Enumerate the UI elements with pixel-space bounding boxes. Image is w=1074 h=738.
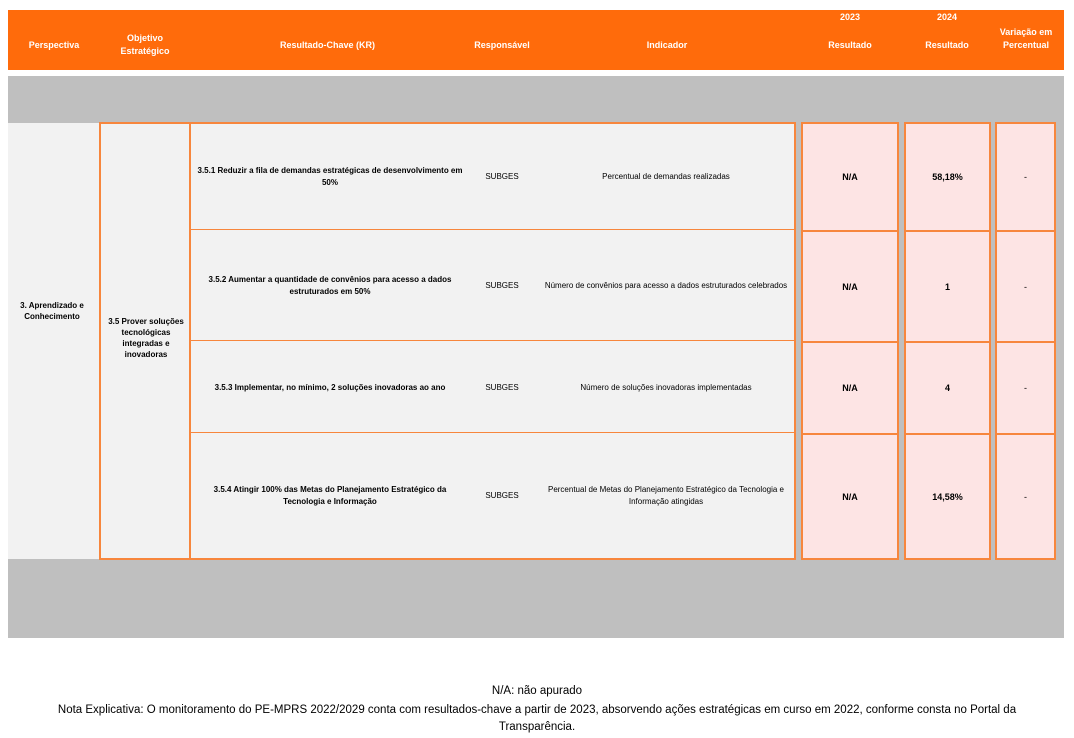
header-resultado-2023: Resultado	[828, 40, 872, 50]
result-2024-cell: 4	[906, 343, 989, 435]
indicador-text: Número de soluções inovadoras implementadas	[580, 383, 752, 392]
responsavel-text: SUBGES	[485, 383, 519, 392]
result-2024-cell: 1	[906, 232, 989, 343]
variacao-cell: -	[1024, 491, 1027, 502]
result-2023-cell: N/A	[803, 232, 897, 343]
indicador-text: Percentual de Metas do Planejamento Estratégico da Tecnologia e Informação atingidas	[547, 485, 784, 506]
row-divider	[191, 340, 794, 341]
result-2024-cell: 58,18%	[906, 124, 989, 232]
kr-text: 3.5.2 Aumentar a quantidade de convênios para acesso a dados estruturados em 50%	[208, 275, 452, 296]
responsavel-text: SUBGES	[485, 491, 519, 500]
result-2023-cell: N/A	[803, 343, 897, 435]
variacao-column	[995, 122, 1056, 560]
variacao-cell: -	[997, 343, 1054, 435]
perspective-label: 3. Aprendizado e Conhecimento	[20, 301, 84, 321]
responsavel-text: SUBGES	[485, 172, 519, 181]
kr-text: 3.5.3 Implementar, no mínimo, 2 soluções inovadoras ao ano	[214, 383, 446, 392]
result-2023-column	[801, 122, 899, 560]
objective-label: 3.5 Prover soluções tecnológicas integradas e inovadoras	[108, 317, 184, 359]
header-perspectiva: Perspectiva	[28, 40, 80, 50]
kr-text: 3.5.1 Reduzir a fila de demandas estratégicas de desenvolvimento em 50%	[197, 166, 463, 187]
row-divider	[191, 432, 794, 433]
explanatory-note: Nota Explicativa: O monitoramento do PE-MPRS 2022/2029 conta com resultados-chave a partir de 2023, absorvendo ações estratégicas em curso em 2022, conforme consta no Portal da Transparência.	[57, 704, 1017, 733]
result-2024-column	[904, 122, 991, 560]
header-responsavel: Responsável	[474, 40, 530, 50]
header-year-2023: 2023	[839, 12, 861, 22]
header-indicador: Indicador	[646, 40, 688, 50]
row-divider	[191, 229, 794, 230]
indicador-text: Percentual de demandas realizadas	[602, 172, 730, 181]
indicador-text: Número de convênios para acesso a dados estruturados celebrados	[544, 281, 788, 290]
result-2023-cell: N/A	[803, 124, 897, 232]
header-year-2024: 2024	[936, 12, 958, 22]
result-2024-cell: 14,58%	[932, 491, 963, 502]
header-kr: Resultado-Chave (KR)	[279, 40, 375, 50]
kr-text: 3.5.4 Atingir 100% das Metas do Planejamento Estratégico da Tecnologia e Informação	[213, 485, 447, 506]
result-2023-cell: N/A	[842, 491, 858, 502]
header-variacao: Variação em Percentual	[999, 27, 1053, 50]
header-resultado-2024: Resultado	[925, 40, 969, 50]
variacao-cell: -	[997, 124, 1054, 232]
variacao-cell: -	[997, 232, 1054, 343]
na-legend: N/A: não apurado	[491, 685, 583, 697]
responsavel-text: SUBGES	[485, 281, 519, 290]
header-objetivo: Objetivo Estratégico	[120, 33, 170, 56]
